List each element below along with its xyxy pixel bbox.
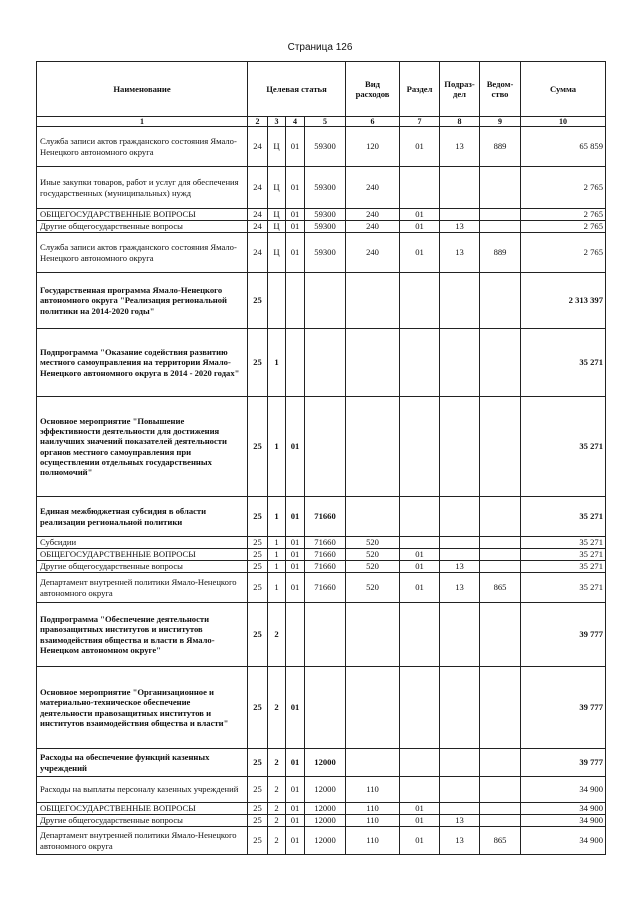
cell-sum: 39 777 [521, 603, 606, 667]
cell-target-4: 71660 [305, 549, 346, 561]
cell-exp-type: 110 [346, 827, 400, 855]
cell-target-1: 25 [248, 749, 268, 777]
col-number: 6 [346, 117, 400, 127]
cell-dept [480, 561, 521, 573]
cell-subsection: 13 [440, 221, 480, 233]
table-row [37, 209, 606, 221]
cell-name: Расходы на обеспечение функций казенных учреждений [37, 749, 248, 777]
cell-target-3 [286, 603, 305, 667]
cell-section: 01 [400, 221, 440, 233]
cell-subsection [440, 397, 480, 497]
cell-dept [480, 603, 521, 667]
cell-target-3 [286, 329, 305, 397]
cell-target-1: 24 [248, 209, 268, 221]
cell-target-4: 59300 [305, 127, 346, 167]
cell-sum: 35 271 [521, 397, 606, 497]
cell-name: ОБЩЕГОСУДАРСТВЕННЫЕ ВОПРОСЫ [37, 803, 248, 815]
cell-target-4 [305, 329, 346, 397]
cell-target-4 [305, 667, 346, 749]
cell-section: 01 [400, 573, 440, 603]
col-header-exp-type: Вид расходов [346, 62, 400, 117]
table-row [37, 233, 606, 273]
col-number: 9 [480, 117, 521, 127]
cell-subsection [440, 329, 480, 397]
table-row [37, 167, 606, 209]
cell-target-2: Ц [268, 127, 286, 167]
cell-section [400, 667, 440, 749]
cell-target-3: 01 [286, 749, 305, 777]
cell-section [400, 537, 440, 549]
col-number: 5 [305, 117, 346, 127]
cell-target-3: 01 [286, 127, 305, 167]
cell-sum: 35 271 [521, 549, 606, 561]
cell-sum: 2 765 [521, 221, 606, 233]
table-row [37, 549, 606, 561]
cell-exp-type: 110 [346, 777, 400, 803]
cell-dept [480, 815, 521, 827]
cell-target-3: 01 [286, 209, 305, 221]
cell-name: Основное мероприятие "Повышение эффективности деятельности для достижения наилучших значений показателей деятельности органов местного самоуправления при осуществлении отдельных государственных полномочий" [37, 397, 248, 497]
cell-dept: 865 [480, 573, 521, 603]
cell-section: 01 [400, 803, 440, 815]
cell-target-2: 2 [268, 827, 286, 855]
cell-target-2: 1 [268, 561, 286, 573]
cell-dept [480, 273, 521, 329]
table-row [37, 749, 606, 777]
cell-target-1: 25 [248, 667, 268, 749]
cell-target-1: 25 [248, 397, 268, 497]
cell-subsection [440, 777, 480, 803]
cell-subsection [440, 497, 480, 537]
cell-exp-type: 520 [346, 573, 400, 603]
table-row [37, 273, 606, 329]
cell-name: Департамент внутренней политики Ямало-Ненецкого автономного округа [37, 573, 248, 603]
table-row [37, 827, 606, 855]
cell-name: Служба записи актов гражданского состояния Ямало-Ненецкого автономного округа [37, 233, 248, 273]
cell-target-1: 24 [248, 233, 268, 273]
cell-sum: 35 271 [521, 573, 606, 603]
cell-target-2: 1 [268, 573, 286, 603]
cell-name: Другие общегосударственные вопросы [37, 221, 248, 233]
cell-target-4: 12000 [305, 815, 346, 827]
cell-subsection [440, 749, 480, 777]
cell-exp-type [346, 603, 400, 667]
page-number-label: Страница 126 [287, 42, 353, 53]
cell-exp-type: 520 [346, 561, 400, 573]
cell-target-3: 01 [286, 167, 305, 209]
cell-subsection: 13 [440, 815, 480, 827]
cell-target-2: Ц [268, 233, 286, 273]
cell-target-4: 71660 [305, 573, 346, 603]
cell-dept: 889 [480, 233, 521, 273]
cell-exp-type: 240 [346, 233, 400, 273]
cell-target-1: 24 [248, 127, 268, 167]
cell-target-4: 12000 [305, 827, 346, 855]
col-number: 8 [440, 117, 480, 127]
cell-section [400, 273, 440, 329]
cell-target-3: 01 [286, 573, 305, 603]
cell-subsection [440, 209, 480, 221]
cell-dept: 865 [480, 827, 521, 855]
cell-subsection [440, 273, 480, 329]
cell-target-2: 2 [268, 777, 286, 803]
cell-target-2: 2 [268, 667, 286, 749]
cell-target-4 [305, 273, 346, 329]
cell-sum: 34 900 [521, 815, 606, 827]
cell-section: 01 [400, 127, 440, 167]
cell-exp-type: 240 [346, 221, 400, 233]
cell-name: Служба записи актов гражданского состояния Ямало-Ненецкого автономного округа [37, 127, 248, 167]
cell-name: ОБЩЕГОСУДАРСТВЕННЫЕ ВОПРОСЫ [37, 209, 248, 221]
cell-subsection: 13 [440, 827, 480, 855]
cell-target-1: 25 [248, 777, 268, 803]
cell-subsection [440, 549, 480, 561]
cell-name: Субсидии [37, 537, 248, 549]
col-number: 2 [248, 117, 268, 127]
cell-name: Иные закупки товаров, работ и услуг для обеспечения государственных (муниципальных) нужд [37, 167, 248, 209]
cell-target-2: 1 [268, 397, 286, 497]
cell-subsection [440, 803, 480, 815]
cell-target-1: 25 [248, 561, 268, 573]
cell-name: Департамент внутренней политики Ямало-Ненецкого автономного округа [37, 827, 248, 855]
cell-section: 01 [400, 827, 440, 855]
cell-target-2: 1 [268, 497, 286, 537]
cell-target-4 [305, 397, 346, 497]
table-row [37, 573, 606, 603]
cell-sum: 65 859 [521, 127, 606, 167]
cell-target-1: 25 [248, 497, 268, 537]
cell-sum: 34 900 [521, 827, 606, 855]
cell-target-4: 12000 [305, 749, 346, 777]
cell-target-2: 1 [268, 537, 286, 549]
col-header-dept: Ведом-ство [480, 62, 521, 117]
table-row [37, 803, 606, 815]
cell-section: 01 [400, 815, 440, 827]
col-header-sum: Сумма [521, 62, 606, 117]
cell-name: Другие общегосударственные вопросы [37, 561, 248, 573]
cell-name: Основное мероприятие "Организационное и материально-техническое обеспечение деятельности правозащитных институтов и институтов взаимодействия общества и власти" [37, 667, 248, 749]
cell-sum: 2 765 [521, 209, 606, 221]
table-row [37, 127, 606, 167]
cell-target-1: 25 [248, 815, 268, 827]
cell-target-3: 01 [286, 667, 305, 749]
cell-exp-type: 110 [346, 815, 400, 827]
cell-target-1: 24 [248, 221, 268, 233]
cell-exp-type [346, 397, 400, 497]
cell-target-1: 25 [248, 603, 268, 667]
cell-sum: 2 765 [521, 167, 606, 209]
table-row [37, 561, 606, 573]
cell-exp-type [346, 497, 400, 537]
cell-target-3: 01 [286, 803, 305, 815]
cell-target-1: 25 [248, 273, 268, 329]
cell-target-3: 01 [286, 777, 305, 803]
cell-name: Расходы на выплаты персоналу казенных учреждений [37, 777, 248, 803]
cell-name: ОБЩЕГОСУДАРСТВЕННЫЕ ВОПРОСЫ [37, 549, 248, 561]
cell-subsection: 13 [440, 233, 480, 273]
cell-target-4 [305, 603, 346, 667]
cell-target-2: 2 [268, 749, 286, 777]
cell-subsection: 13 [440, 573, 480, 603]
cell-section [400, 397, 440, 497]
cell-dept [480, 777, 521, 803]
cell-exp-type: 240 [346, 209, 400, 221]
cell-section: 01 [400, 561, 440, 573]
table-row [37, 221, 606, 233]
col-number: 4 [286, 117, 305, 127]
cell-target-3: 01 [286, 221, 305, 233]
cell-target-2: 2 [268, 815, 286, 827]
cell-section: 01 [400, 209, 440, 221]
cell-section [400, 329, 440, 397]
cell-exp-type [346, 749, 400, 777]
cell-exp-type [346, 273, 400, 329]
cell-dept [480, 749, 521, 777]
cell-dept [480, 549, 521, 561]
cell-name: Подпрограмма "Обеспечение деятельности правозащитных институтов и институтов взаимодействия общества и власти в Ямало-Ненецком автономном округе" [37, 603, 248, 667]
table-row [37, 497, 606, 537]
cell-target-4: 59300 [305, 209, 346, 221]
cell-target-4: 71660 [305, 561, 346, 573]
table-row [37, 329, 606, 397]
col-header-target: Целевая статья [248, 62, 346, 117]
cell-exp-type: 240 [346, 167, 400, 209]
budget-table [36, 61, 606, 855]
cell-dept [480, 221, 521, 233]
col-number: 7 [400, 117, 440, 127]
cell-exp-type: 110 [346, 803, 400, 815]
cell-sum: 35 271 [521, 561, 606, 573]
cell-target-4: 59300 [305, 233, 346, 273]
cell-target-3: 01 [286, 397, 305, 497]
cell-section [400, 603, 440, 667]
cell-target-2: Ц [268, 209, 286, 221]
cell-subsection: 13 [440, 127, 480, 167]
cell-name: Подпрограмма "Оказание содействия развитию местного самоуправления на территории Ямало-Ненецкого автономного округа в 2014 - 2020 годах" [37, 329, 248, 397]
cell-target-1: 25 [248, 573, 268, 603]
col-number: 3 [268, 117, 286, 127]
cell-name: Другие общегосударственные вопросы [37, 815, 248, 827]
cell-target-2: Ц [268, 221, 286, 233]
cell-target-4: 59300 [305, 167, 346, 209]
cell-target-4: 59300 [305, 221, 346, 233]
cell-dept [480, 667, 521, 749]
cell-dept: 889 [480, 127, 521, 167]
cell-sum: 35 271 [521, 497, 606, 537]
cell-exp-type [346, 329, 400, 397]
table-row [37, 667, 606, 749]
cell-exp-type: 520 [346, 549, 400, 561]
col-number: 1 [37, 117, 248, 127]
cell-sum: 35 271 [521, 537, 606, 549]
cell-dept [480, 537, 521, 549]
cell-subsection [440, 603, 480, 667]
col-header-name: Наименование [37, 62, 248, 117]
cell-target-2: 1 [268, 329, 286, 397]
table-row [37, 397, 606, 497]
cell-target-4: 71660 [305, 497, 346, 537]
cell-section [400, 167, 440, 209]
cell-target-3: 01 [286, 549, 305, 561]
cell-target-2: 1 [268, 549, 286, 561]
cell-target-3: 01 [286, 827, 305, 855]
cell-sum: 39 777 [521, 667, 606, 749]
cell-section [400, 497, 440, 537]
cell-name: Единая межбюджетная субсидия в области реализации региональной политики [37, 497, 248, 537]
cell-target-2: Ц [268, 167, 286, 209]
table-header-row [37, 62, 606, 117]
cell-target-1: 24 [248, 167, 268, 209]
cell-section [400, 749, 440, 777]
cell-target-4: 12000 [305, 803, 346, 815]
cell-target-3: 01 [286, 233, 305, 273]
cell-target-3 [286, 273, 305, 329]
cell-target-3: 01 [286, 497, 305, 537]
cell-target-1: 25 [248, 827, 268, 855]
cell-target-1: 25 [248, 537, 268, 549]
cell-dept [480, 397, 521, 497]
column-number-row [37, 117, 606, 127]
col-header-subsection: Подраз-дел [440, 62, 480, 117]
cell-sum: 34 900 [521, 777, 606, 803]
cell-section: 01 [400, 549, 440, 561]
cell-sum: 2 313 397 [521, 273, 606, 329]
cell-target-1: 25 [248, 549, 268, 561]
col-header-section: Раздел [400, 62, 440, 117]
cell-target-2: 2 [268, 803, 286, 815]
cell-dept [480, 167, 521, 209]
cell-target-4: 71660 [305, 537, 346, 549]
cell-exp-type: 120 [346, 127, 400, 167]
cell-sum: 39 777 [521, 749, 606, 777]
cell-section [400, 777, 440, 803]
cell-exp-type [346, 667, 400, 749]
cell-target-3: 01 [286, 561, 305, 573]
table-row [37, 815, 606, 827]
cell-target-3: 01 [286, 815, 305, 827]
col-number: 10 [521, 117, 606, 127]
cell-subsection [440, 667, 480, 749]
cell-dept [480, 803, 521, 815]
cell-dept [480, 497, 521, 537]
cell-target-4: 12000 [305, 777, 346, 803]
cell-sum: 35 271 [521, 329, 606, 397]
table-row [37, 537, 606, 549]
cell-target-1: 25 [248, 329, 268, 397]
cell-target-2 [268, 273, 286, 329]
cell-name: Государственная программа Ямало-Ненецкого автономного округа "Реализация региональной политики на 2014-2020 годы" [37, 273, 248, 329]
cell-section: 01 [400, 233, 440, 273]
cell-target-1: 25 [248, 803, 268, 815]
cell-sum: 34 900 [521, 803, 606, 815]
cell-subsection: 13 [440, 561, 480, 573]
cell-subsection [440, 167, 480, 209]
cell-exp-type: 520 [346, 537, 400, 549]
cell-sum: 2 765 [521, 233, 606, 273]
table-row [37, 777, 606, 803]
table-row [37, 603, 606, 667]
cell-subsection [440, 537, 480, 549]
cell-target-3: 01 [286, 537, 305, 549]
cell-target-2: 2 [268, 603, 286, 667]
cell-dept [480, 329, 521, 397]
cell-dept [480, 209, 521, 221]
